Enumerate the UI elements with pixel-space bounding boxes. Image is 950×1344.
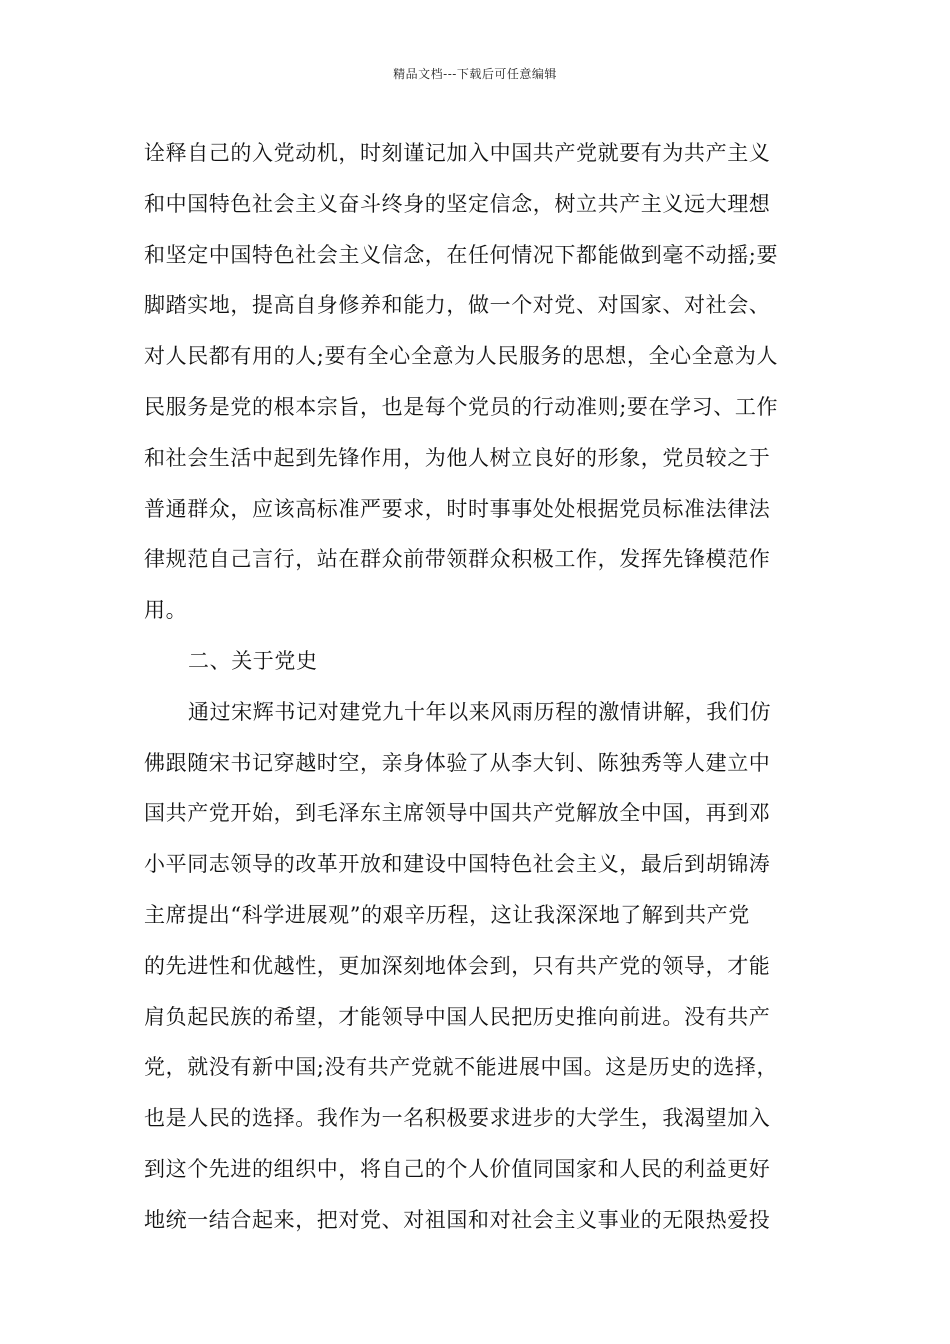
text-line: 地统一结合起来，把对党、对祖国和对社会主义事业的无限热爱投 [144,1207,771,1232]
text-line: 小平同志领导的改革开放和建设中国特色社会主义，最后到胡锦涛 [144,852,771,877]
text-line: 也是人民的选择。我作为一名积极要求进步的大学生，我渴望加入 [144,1106,771,1131]
text-line: 主席提出“科学进展观”的艰辛历程，这让我深深地了解到共产党 [144,902,750,927]
text-line: 国共产党开始，到毛泽东主席领导中国共产党解放全中国，再到邓 [144,801,771,826]
text-line: 普通群众，应该高标准严要求，时时事事处处根据党员标准法律法 [144,496,771,521]
text-line: 肩负起民族的希望，才能领导中国人民把历史推向前进。没有共产 [144,1004,771,1029]
paragraph-start-line: 通过宋辉书记对建党九十年以来风雨历程的激情讲解，我们仿 [188,699,772,724]
document-body [144,128,824,1246]
page-header: 精品文档---下载后可任意编辑 [393,67,557,81]
text-line: 诠释自己的入党动机，时刻谨记加入中国共产党就要有为共产主义 [144,141,771,165]
text-line: 和中国特色社会主义奋斗终身的坚定信念，树立共产主义远大理想 [144,191,771,216]
text-line: 和社会生活中起到先锋作用，为他人树立良好的形象，党员较之于 [144,445,771,470]
text-line: 和坚定中国特色社会主义信念，在任何情况下都能做到毫不动摇;要 [144,242,779,267]
text-line: 的先进性和优越性，更加深刻地体会到，只有共产党的领导，才能 [144,953,771,978]
text-line: 律规范自己言行，站在群众前带领群众积极工作，发挥先锋模范作 [144,547,771,572]
section-heading: 二、关于党史 [188,648,318,673]
text-line: 脚踏实地，提高自身修养和能力，做一个对党、对国家、对社会、 [144,293,771,318]
text-line: 用。 [144,598,188,623]
text-line: 佛跟随宋书记穿越时空，亲身体验了从李大钊、陈独秀等人建立中 [144,750,771,775]
text-line: 对人民都有用的人;要有全心全意为人民服务的思想，全心全意为人 [144,344,779,369]
text-line: 民服务是党的根本宗旨，也是每个党员的行动准则;要在学习、工作 [144,394,779,419]
text-line: 到这个先进的组织中，将自己的个人价值同国家和人民的利益更好 [144,1156,771,1181]
text-line: 党，就没有新中国;没有共产党就不能进展中国。这是历史的选择， [144,1055,779,1080]
